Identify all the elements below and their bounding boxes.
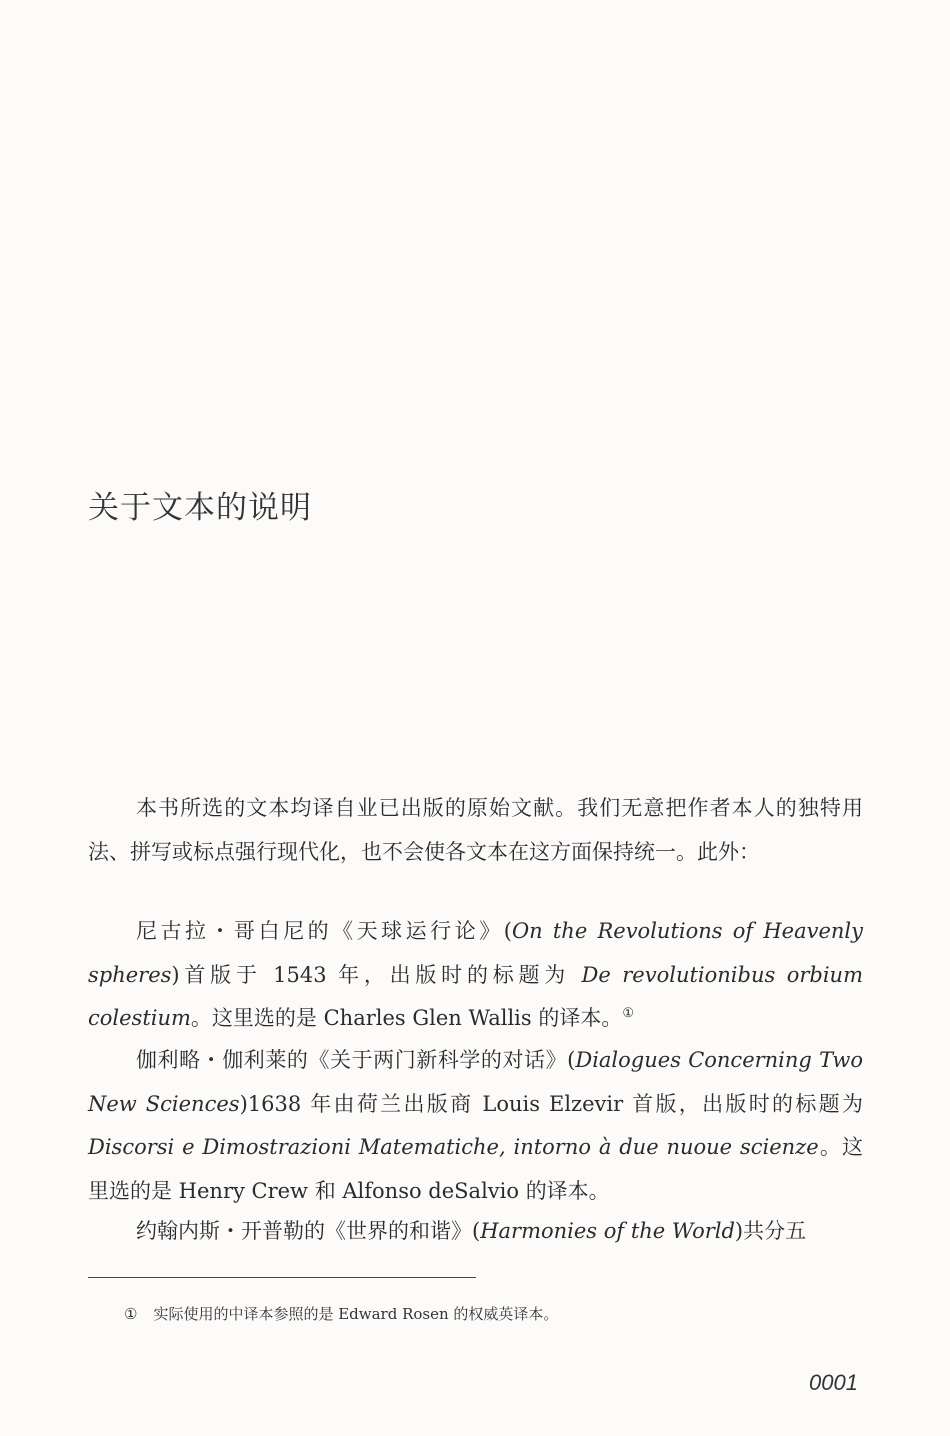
footnote-mark: ① [124, 1305, 138, 1323]
copernicus-tail: 。这里选的是 Charles Glen Wallis 的译本。 [190, 1006, 623, 1030]
footnote-text: 实际使用的中译本参照的是 Edward Rosen 的权威英译本。 [153, 1305, 559, 1323]
galileo-italian-title: Discorsi e Dimostrazioni Matematiche, intorno à due nuoue scienze [88, 1135, 819, 1159]
paragraph-kepler [88, 1210, 863, 1254]
page-number: 0001 [809, 1370, 858, 1395]
footnote-divider [88, 1277, 476, 1278]
paragraph-copernicus [88, 910, 863, 1041]
galileo-mid: )1638 年由荷兰出版商 Louis Elzevir 首版，出版时的标题为 [239, 1091, 863, 1116]
galileo-tail: 。这里选的是 Henry Crew 和 Alfonso deSalvio 的译本。 [88, 1135, 863, 1203]
copernicus-english-title: On the Revolutions of Heavenly spheres [88, 919, 863, 987]
copernicus-latin-title: De revolutionibus orbium colestium [88, 962, 863, 1030]
galileo-lead: 伽利略・伽利莱的《关于两门新科学的对话》( [136, 1048, 576, 1072]
footnote [124, 1303, 558, 1324]
intro-text: 本书所选的文本均译自业已出版的原始文献。我们无意把作者本人的独特用法、拼写或标点强行现代化，也不会使各文本在这方面保持统一。此外： [88, 796, 863, 864]
section-heading: 关于文本的说明 [88, 490, 312, 526]
footnote-reference[interactable]: ① [622, 1006, 635, 1021]
copernicus-lead: 尼古拉・哥白尼的《天球运行论》( [136, 919, 512, 943]
kepler-lead: 约翰内斯・开普勒的《世界的和谐》( [136, 1219, 481, 1243]
paragraph-intro [88, 787, 863, 874]
copernicus-mid: )首版于 1543 年，出版时的标题为 [171, 962, 582, 987]
kepler-tail: )共分五 [734, 1219, 807, 1243]
paragraph-galileo [88, 1039, 863, 1213]
kepler-english-title: Harmonies of the World [480, 1219, 735, 1243]
galileo-english-title: Dialogues Concerning Two New Sciences [88, 1048, 863, 1116]
